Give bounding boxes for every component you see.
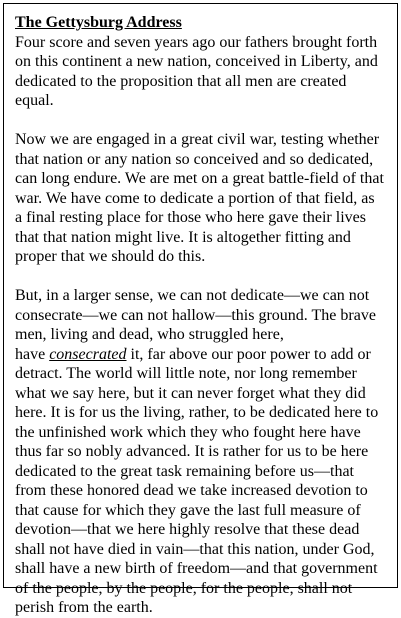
text-line: of the people, by the people, for the people, shall not [15,579,353,597]
text-line: Four score and seven years ago our fathers brought forth [15,33,378,51]
text-line: dedicated to the proposition that all men are created [15,72,347,90]
text-line: consecrate—we can not hallow—this ground. The brave [15,306,376,324]
paragraph-2 [15,130,393,267]
text-line: devotion—that we here highly resolve that these dead [15,521,360,538]
text-line: But, in a larger sense, we can not dedicate—we can not [15,287,370,304]
text-line: can long endure. We are met on a great battle-field of that [15,170,384,187]
text-line: thus far so nobly advanced. It is rather for us to be here [15,443,369,460]
text-line: what we say here, but it can never forget what they did [15,384,366,402]
paragraph-spacer [15,267,393,287]
text-line: equal. [15,92,54,109]
text-line: dedicated to the great task remaining before us—that [15,462,354,480]
text-line: a final resting place for those who here gave their lives [15,209,366,226]
text-line: detract. The world will little note, nor long remember [15,365,357,382]
paragraph-spacer [15,111,393,131]
document-title: The Gettysburg Address [15,14,182,31]
text-line: from these honored dead we take increased devotion to [15,482,368,499]
text-line: on this continent a new nation, conceived in Liberty, and [15,53,378,70]
paragraph-1 [15,33,393,111]
text-line: perish from the earth. [15,599,153,616]
text-line: men, living and dead, who struggled here, [15,326,284,343]
text-line: that cause for which they gave the last full measure of [15,501,361,519]
document-frame [3,3,398,616]
text-line: here. It is for us the living, rather, to be dedicated here to [15,404,379,421]
emphasis-suffix: it, far above our poor power to add or [126,345,371,363]
text-line: war. We have come to dedicate a portion of that field, as [15,189,375,207]
text-line: shall have a new birth of freedom—and that government [15,560,378,577]
text-line-emphasis [15,345,393,365]
emphasized-word: consecrated [49,345,127,363]
text-line: proper that we should do this. [15,248,206,265]
text-line: shall not have died in vain—that this nation, under God, [15,540,375,558]
emphasis-prefix: have [15,345,50,363]
document-body [15,13,393,618]
paragraph-3 [15,286,393,618]
text-line: that that nation might live. It is altogether fitting and [15,228,351,246]
text-line: the unfinished work which they who fought here have [15,423,361,441]
text-line: Now we are engaged in a great civil war, testing whether [15,131,380,148]
text-line: that nation or any nation so conceived and so dedicated, [15,150,374,168]
